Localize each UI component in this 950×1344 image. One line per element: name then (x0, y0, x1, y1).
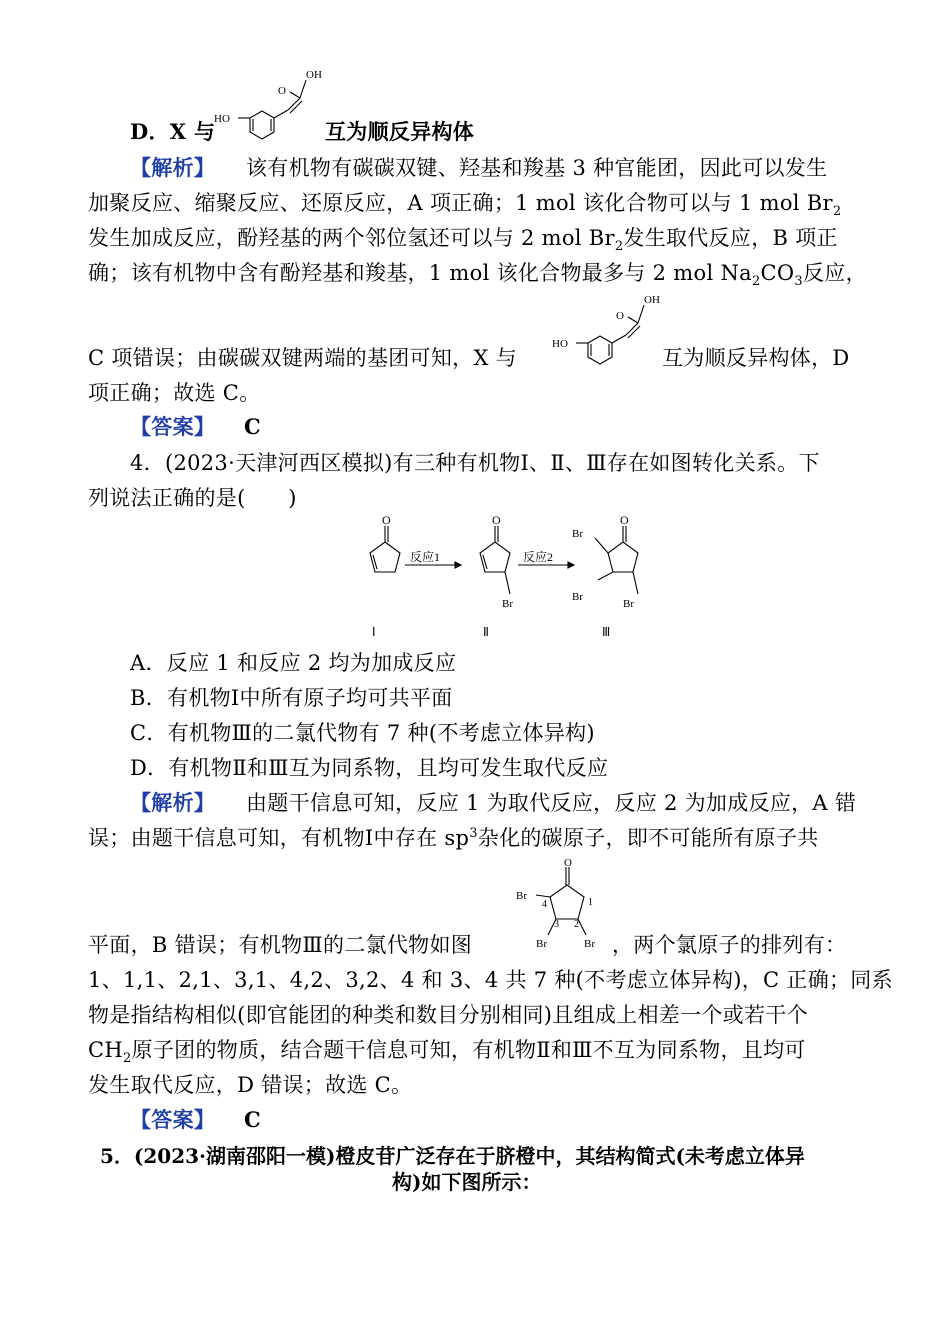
q4-answer: C (244, 1107, 262, 1132)
q3-explain-line-3: 发生加成反应，酚羟基的两个邻位氢还可以与 2 mol $Br_2$发生取代反应，B 项正 (88, 226, 838, 255)
q3-explain-line-2: 加聚反应、缩聚反应、还原反应，A 项正确；1 mol 该化合物可以与 1 mol $Br_2$ (88, 191, 842, 220)
label-compound-1: Ⅰ (372, 625, 376, 639)
ho-label: HO (214, 113, 230, 125)
svg-text:Br: Br (623, 598, 634, 610)
p-coumaric-acid-structure-1 (210, 66, 330, 146)
reaction-2-label: 反应2 (523, 550, 554, 564)
svg-text:OH: OH (644, 294, 660, 306)
label-compound-3: Ⅲ (602, 625, 611, 639)
svg-text:O: O (492, 513, 501, 527)
q4-explain-line-4: 1、1,1、2,1、3,1、4,2、3,2、4 和 3、4 共 7 种(不考虑立体异构)，C 正确；同系 (88, 968, 893, 992)
svg-text:Br: Br (536, 938, 547, 950)
svg-text:Br: Br (584, 938, 595, 950)
svg-text:Br: Br (502, 598, 513, 610)
reaction-scheme (340, 510, 660, 645)
svg-text:4: 4 (542, 899, 547, 910)
svg-text:Br: Br (572, 591, 583, 603)
q3-answer: C (244, 414, 262, 439)
svg-text:O: O (564, 857, 572, 869)
q4-explain-line-7: 发生取代反应，D 错误；故选 C。 (88, 1073, 413, 1097)
svg-text:O: O (616, 310, 624, 322)
q4-stem-line-2: 列说法正确的是( ) (88, 486, 297, 510)
q5-stem-line-2: 构)如下图所示： (392, 1170, 542, 1194)
svg-text:HO: HO (552, 338, 568, 350)
svg-text:O: O (382, 513, 391, 527)
prev-option-d-lead: D．X 与 (130, 119, 216, 144)
q4-explain-line-1: 由题干信息可知，反应 1 为取代反应，反应 2 为加成反应，A 错 (246, 791, 857, 815)
q3-explain-line-5b: 互为顺反异构体，D (662, 346, 850, 370)
q4-option-a: A．反应 1 和反应 2 均为加成反应 (130, 651, 457, 675)
o-label: O (278, 85, 286, 97)
q4-explain-line-2: 误；由题干信息可知，有机物Ⅰ中存在 $sp^3$杂化的碳原子，即不可能所有原子共 (88, 826, 819, 850)
analysis-tag: 【解析】 (130, 155, 216, 180)
q3-explain-line-6: 项正确；故选 C。 (88, 381, 261, 405)
q4-option-c: C．有机物Ⅲ的二氯代物有 7 种(不考虑立体异构) (130, 721, 595, 745)
dibromo-cyclopentanone-numbered (512, 855, 612, 955)
reaction-1-label: 反应1 (410, 550, 441, 564)
q3-explain-line-1: 该有机物有碳碳双键、羟基和羧基 3 种官能团，因此可以发生 (246, 156, 828, 180)
prev-option-d-tail: 互为顺反异构体 (325, 119, 475, 144)
q4-explain-line-3b: ，两个氯原子的排列有： (612, 933, 847, 957)
analysis-tag-2: 【解析】 (130, 790, 216, 815)
svg-text:Br: Br (516, 890, 527, 902)
q3-explain-line-5a: C 项错误；由碳碳双键两端的基团可知，X 与 (88, 346, 517, 370)
q5-stem-line-1: 5．(2023·湖南邵阳一模)橙皮苷广泛存在于脐橙中，其结构简式(未考虑立体异 (100, 1144, 805, 1168)
oh-label: OH (306, 69, 322, 81)
svg-text:3: 3 (554, 919, 559, 930)
q3-explain-line-4: 确；该有机物中含有酚羟基和羧基，1 mol 该化合物最多与 2 mol $Na_2CO_3$反应， (88, 261, 867, 290)
q4-option-b: B．有机物Ⅰ中所有原子均可共平面 (130, 686, 453, 710)
svg-text:2: 2 (574, 919, 579, 930)
svg-text:Br: Br (572, 528, 583, 540)
svg-text:O: O (620, 513, 629, 527)
q4-option-d: D．有机物Ⅱ和Ⅲ互为同系物，且均可发生取代反应 (130, 756, 609, 780)
label-compound-2: Ⅱ (483, 625, 489, 639)
q4-explain-line-3a: 平面，B 错误；有机物Ⅲ的二氯代物如图 (88, 933, 473, 957)
answer-tag-2: 【答案】 (130, 1107, 216, 1132)
q4-stem-line-1: 4．(2023·天津河西区模拟)有三种有机物Ⅰ、Ⅱ、Ⅲ存在如图转化关系。下 (130, 451, 820, 475)
answer-tag: 【答案】 (130, 414, 216, 439)
svg-text:1: 1 (588, 897, 593, 908)
q4-explain-line-6: $CH_2$原子团的物质，结合题干信息可知，有机物Ⅱ和Ⅲ不互为同系物，且均可 (88, 1038, 806, 1067)
p-coumaric-acid-structure-2 (548, 291, 668, 371)
q4-explain-line-5: 物是指结构相似(即官能团的种类和数目分别相同)且组成上相差一个或若干个 (88, 1003, 808, 1027)
